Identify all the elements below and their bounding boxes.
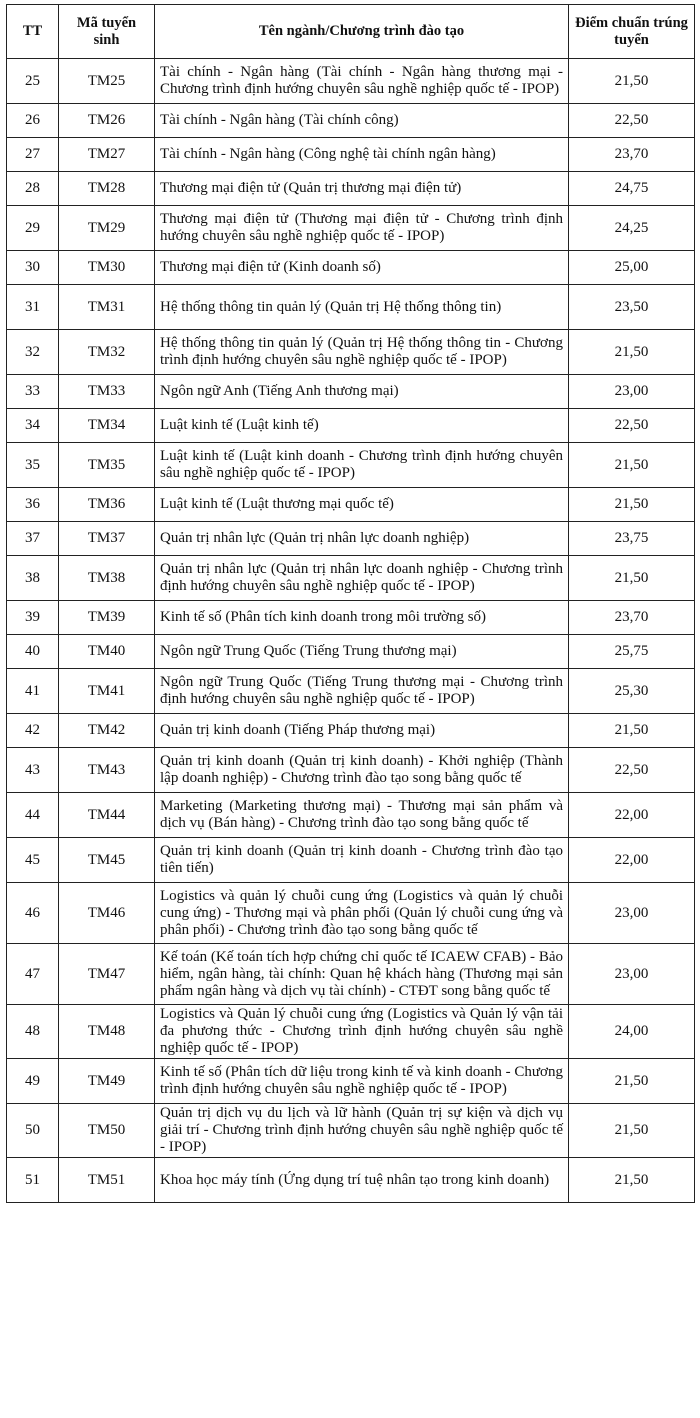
table-row (7, 488, 695, 522)
ten-nganh-cell: Quản trị kinh doanh (Quản trị kinh doanh - Chương trình đào tạo tiên tiến) (155, 838, 569, 883)
header-ma-tuyen-sinh: Mã tuyển sinh (59, 5, 155, 59)
diem-chuan-cell: 24,00 (569, 1005, 695, 1059)
table-row (7, 1104, 695, 1158)
diem-chuan-cell: 23,75 (569, 522, 695, 556)
diem-chuan-cell: 21,50 (569, 1158, 695, 1203)
table-row (7, 669, 695, 714)
ten-nganh-cell: Kinh tế số (Phân tích kinh doanh trong môi trường số) (155, 601, 569, 635)
table-row (7, 635, 695, 669)
diem-chuan-cell: 25,00 (569, 251, 695, 285)
ma-tuyen-sinh-cell: TM33 (59, 375, 155, 409)
ma-tuyen-sinh-cell: TM30 (59, 251, 155, 285)
table-row (7, 883, 695, 944)
ma-tuyen-sinh-cell: TM32 (59, 330, 155, 375)
ten-nganh-cell: Quản trị dịch vụ du lịch và lữ hành (Quản trị sự kiện và dịch vụ giải trí - Chương trình định hướng chuyên sâu nghề nghiệp quốc tế - IPOP) (155, 1104, 569, 1158)
header-tt: TT (7, 5, 59, 59)
ma-tuyen-sinh-cell: TM47 (59, 944, 155, 1005)
ten-nganh-cell: Luật kinh tế (Luật thương mại quốc tế) (155, 488, 569, 522)
diem-chuan-cell: 21,50 (569, 330, 695, 375)
tt-cell: 43 (7, 748, 59, 793)
table-row (7, 1005, 695, 1059)
diem-chuan-cell: 24,25 (569, 206, 695, 251)
table-row (7, 206, 695, 251)
diem-chuan-cell: 25,75 (569, 635, 695, 669)
ma-tuyen-sinh-cell: TM27 (59, 138, 155, 172)
diem-chuan-cell: 22,50 (569, 409, 695, 443)
tt-cell: 50 (7, 1104, 59, 1158)
table-row (7, 714, 695, 748)
ten-nganh-cell: Quản trị kinh doanh (Quản trị kinh doanh) - Khởi nghiệp (Thành lập doanh nghiệp) - Chương trình đào tạo song bằng quốc tế (155, 748, 569, 793)
tt-cell: 36 (7, 488, 59, 522)
ma-tuyen-sinh-cell: TM50 (59, 1104, 155, 1158)
diem-chuan-cell: 21,50 (569, 714, 695, 748)
tt-cell: 34 (7, 409, 59, 443)
ten-nganh-cell: Tài chính - Ngân hàng (Công nghệ tài chính ngân hàng) (155, 138, 569, 172)
diem-chuan-cell: 23,00 (569, 944, 695, 1005)
table-row (7, 522, 695, 556)
tt-cell: 37 (7, 522, 59, 556)
table-row (7, 1059, 695, 1104)
ma-tuyen-sinh-cell: TM44 (59, 793, 155, 838)
diem-chuan-cell: 22,00 (569, 793, 695, 838)
diem-chuan-cell: 22,50 (569, 748, 695, 793)
diem-chuan-cell: 23,50 (569, 285, 695, 330)
ma-tuyen-sinh-cell: TM41 (59, 669, 155, 714)
diem-chuan-cell: 21,50 (569, 443, 695, 488)
table-row (7, 104, 695, 138)
ma-tuyen-sinh-cell: TM31 (59, 285, 155, 330)
tt-cell: 47 (7, 944, 59, 1005)
tt-cell: 44 (7, 793, 59, 838)
tt-cell: 42 (7, 714, 59, 748)
table-body (7, 59, 695, 1203)
header-diem-chuan: Điểm chuẩn trúng tuyển (569, 5, 695, 59)
ten-nganh-cell: Hệ thống thông tin quản lý (Quản trị Hệ thống thông tin) (155, 285, 569, 330)
ma-tuyen-sinh-cell: TM49 (59, 1059, 155, 1104)
table-row (7, 285, 695, 330)
header-ten-nganh: Tên ngành/Chương trình đào tạo (155, 5, 569, 59)
ten-nganh-cell: Tài chính - Ngân hàng (Tài chính công) (155, 104, 569, 138)
tt-cell: 39 (7, 601, 59, 635)
ma-tuyen-sinh-cell: TM48 (59, 1005, 155, 1059)
diem-chuan-cell: 21,50 (569, 1059, 695, 1104)
admission-score-table (6, 4, 695, 1203)
diem-chuan-cell: 25,30 (569, 669, 695, 714)
diem-chuan-cell: 21,50 (569, 1104, 695, 1158)
diem-chuan-cell: 21,50 (569, 556, 695, 601)
table-row (7, 748, 695, 793)
tt-cell: 41 (7, 669, 59, 714)
ten-nganh-cell: Luật kinh tế (Luật kinh doanh - Chương trình định hướng chuyên sâu nghề nghiệp quốc tế - IPOP) (155, 443, 569, 488)
diem-chuan-cell: 22,50 (569, 104, 695, 138)
ten-nganh-cell: Luật kinh tế (Luật kinh tế) (155, 409, 569, 443)
ten-nganh-cell: Tài chính - Ngân hàng (Tài chính - Ngân hàng thương mại - Chương trình định hướng chuyên sâu nghề nghiệp quốc tế - IPOP) (155, 59, 569, 104)
tt-cell: 30 (7, 251, 59, 285)
diem-chuan-cell: 23,00 (569, 883, 695, 944)
tt-cell: 35 (7, 443, 59, 488)
diem-chuan-cell: 21,50 (569, 59, 695, 104)
ten-nganh-cell: Quản trị nhân lực (Quản trị nhân lực doanh nghiệp) (155, 522, 569, 556)
ten-nganh-cell: Thương mại điện tử (Thương mại điện tử - Chương trình định hướng chuyên sâu nghề nghiệp quốc tế - IPOP) (155, 206, 569, 251)
ten-nganh-cell: Ngôn ngữ Anh (Tiếng Anh thương mại) (155, 375, 569, 409)
diem-chuan-cell: 22,00 (569, 838, 695, 883)
diem-chuan-cell: 23,70 (569, 138, 695, 172)
ma-tuyen-sinh-cell: TM28 (59, 172, 155, 206)
table-row (7, 443, 695, 488)
ten-nganh-cell: Logistics và quản lý chuỗi cung ứng (Logistics và quản lý chuỗi cung ứng) - Thương mại và phân phối (Quản lý chuỗi cung ứng và phân phối) - Chương trình đào tạo song bằng quốc tế (155, 883, 569, 944)
ten-nganh-cell: Logistics và Quản lý chuỗi cung ứng (Logistics và Quản lý vận tải đa phương thức - Chương trình định hướng chuyên sâu nghề nghiệp quốc tế - IPOP) (155, 1005, 569, 1059)
table-row (7, 172, 695, 206)
tt-cell: 32 (7, 330, 59, 375)
ma-tuyen-sinh-cell: TM42 (59, 714, 155, 748)
ten-nganh-cell: Quản trị kinh doanh (Tiếng Pháp thương mại) (155, 714, 569, 748)
diem-chuan-cell: 23,00 (569, 375, 695, 409)
table-row (7, 793, 695, 838)
ma-tuyen-sinh-cell: TM29 (59, 206, 155, 251)
tt-cell: 49 (7, 1059, 59, 1104)
table-row (7, 251, 695, 285)
diem-chuan-cell: 24,75 (569, 172, 695, 206)
tt-cell: 40 (7, 635, 59, 669)
ma-tuyen-sinh-cell: TM37 (59, 522, 155, 556)
table-row (7, 409, 695, 443)
ten-nganh-cell: Thương mại điện tử (Quản trị thương mại điện tử) (155, 172, 569, 206)
ma-tuyen-sinh-cell: TM46 (59, 883, 155, 944)
tt-cell: 33 (7, 375, 59, 409)
tt-cell: 48 (7, 1005, 59, 1059)
ten-nganh-cell: Khoa học máy tính (Ứng dụng trí tuệ nhân tạo trong kinh doanh) (155, 1158, 569, 1203)
tt-cell: 51 (7, 1158, 59, 1203)
ten-nganh-cell: Marketing (Marketing thương mại) - Thương mại sản phẩm và dịch vụ (Bán hàng) - Chương trình đào tạo song bằng quốc tế (155, 793, 569, 838)
tt-cell: 26 (7, 104, 59, 138)
tt-cell: 27 (7, 138, 59, 172)
ma-tuyen-sinh-cell: TM35 (59, 443, 155, 488)
table-row (7, 375, 695, 409)
ten-nganh-cell: Hệ thống thông tin quản lý (Quản trị Hệ thống thông tin - Chương trình định hướng chuyên sâu nghề nghiệp quốc tế - IPOP) (155, 330, 569, 375)
diem-chuan-cell: 23,70 (569, 601, 695, 635)
tt-cell: 45 (7, 838, 59, 883)
ma-tuyen-sinh-cell: TM26 (59, 104, 155, 138)
table-row (7, 59, 695, 104)
ten-nganh-cell: Kế toán (Kế toán tích hợp chứng chỉ quốc tế ICAEW CFAB) - Bảo hiểm, ngân hàng, tài chính: Quan hệ khách hàng (Thương mại sản phẩm ngân hàng và dịch vụ tài chính) - CTĐT song bằng quốc tế (155, 944, 569, 1005)
ma-tuyen-sinh-cell: TM43 (59, 748, 155, 793)
ma-tuyen-sinh-cell: TM25 (59, 59, 155, 104)
ma-tuyen-sinh-cell: TM40 (59, 635, 155, 669)
ten-nganh-cell: Ngôn ngữ Trung Quốc (Tiếng Trung thương mại - Chương trình định hướng chuyên sâu nghề nghiệp quốc tế - IPOP) (155, 669, 569, 714)
tt-cell: 46 (7, 883, 59, 944)
tt-cell: 25 (7, 59, 59, 104)
table-row (7, 330, 695, 375)
header-row (7, 5, 695, 59)
tt-cell: 29 (7, 206, 59, 251)
ten-nganh-cell: Ngôn ngữ Trung Quốc (Tiếng Trung thương mại) (155, 635, 569, 669)
table-row (7, 138, 695, 172)
ma-tuyen-sinh-cell: TM39 (59, 601, 155, 635)
tt-cell: 28 (7, 172, 59, 206)
tt-cell: 31 (7, 285, 59, 330)
ma-tuyen-sinh-cell: TM36 (59, 488, 155, 522)
ten-nganh-cell: Quản trị nhân lực (Quản trị nhân lực doanh nghiệp - Chương trình định hướng chuyên sâu nghề nghiệp quốc tế - IPOP) (155, 556, 569, 601)
table-row (7, 556, 695, 601)
ten-nganh-cell: Kinh tế số (Phân tích dữ liệu trong kinh tế và kinh doanh - Chương trình định hướng chuyên sâu nghề nghiệp quốc tế - IPOP) (155, 1059, 569, 1104)
ten-nganh-cell: Thương mại điện tử (Kinh doanh số) (155, 251, 569, 285)
table-row (7, 944, 695, 1005)
ma-tuyen-sinh-cell: TM38 (59, 556, 155, 601)
tt-cell: 38 (7, 556, 59, 601)
table-row (7, 601, 695, 635)
ma-tuyen-sinh-cell: TM34 (59, 409, 155, 443)
table-row (7, 1158, 695, 1203)
diem-chuan-cell: 21,50 (569, 488, 695, 522)
ma-tuyen-sinh-cell: TM45 (59, 838, 155, 883)
table-row (7, 838, 695, 883)
ma-tuyen-sinh-cell: TM51 (59, 1158, 155, 1203)
